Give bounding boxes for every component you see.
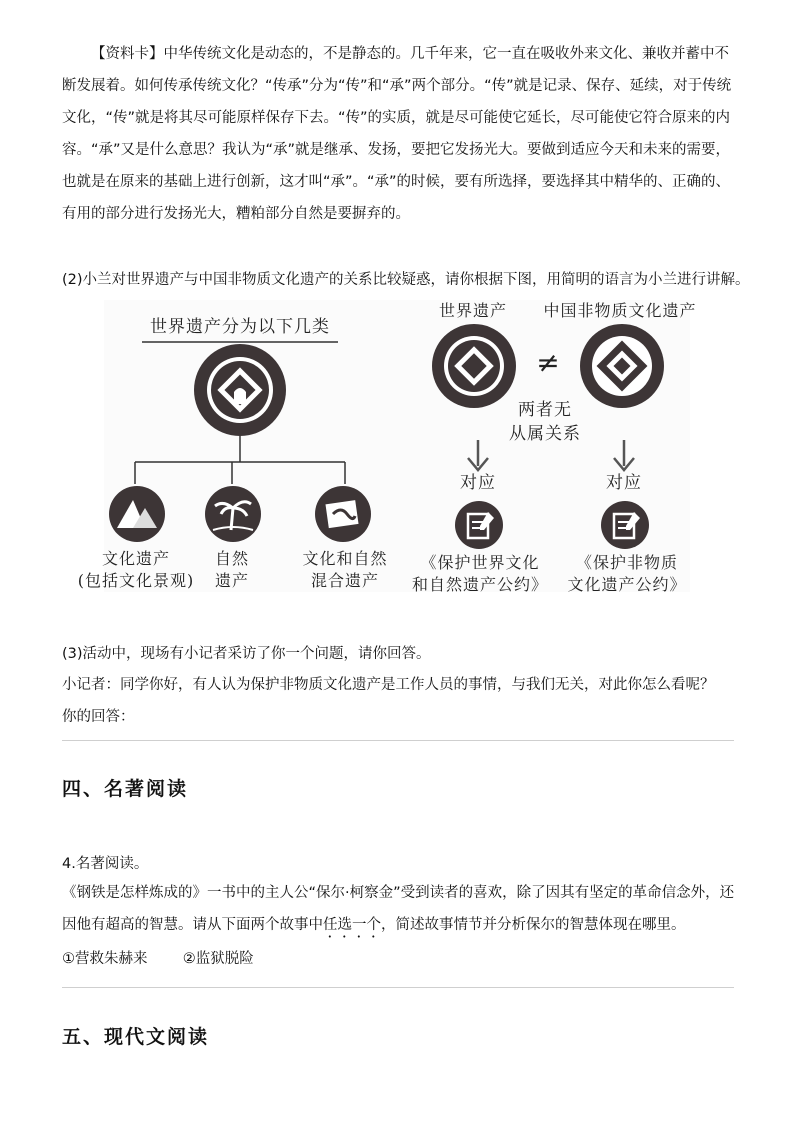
world-heritage-small-emblem-icon	[430, 322, 518, 410]
convention-left-icon	[454, 500, 504, 550]
world-heritage-emblem-icon	[190, 342, 290, 442]
mixed-heritage-icon	[313, 484, 373, 544]
option-1: ①营救朱赫来	[62, 951, 148, 967]
china-ich-emblem-icon	[578, 322, 666, 410]
convention-left-label: 《保护世界文化 和自然遗产公约》	[411, 553, 548, 594]
relation-label: 两者无 从属关系	[509, 400, 581, 444]
question-3-intro: (3)活动中，现场有小记者采访了你一个问题，请你回答。	[62, 646, 431, 662]
answer-line-4[interactable]	[62, 987, 734, 988]
question-3-reporter: 小记者：同学你好，有人认为保护非物质文化遗产是工作人员的事情，与我们无关，对此你怎么看呢？	[62, 677, 715, 693]
emphasis-choose-one: 任选一个	[323, 917, 381, 933]
natural-heritage-icon	[203, 484, 263, 544]
correspond-right: 对应	[606, 473, 642, 493]
option-2: ②监狱脱险	[182, 951, 254, 967]
convention-right-icon	[600, 500, 650, 550]
category-2-label: 自然 遗产	[214, 549, 249, 590]
question-4-label: 4.名著阅读。	[62, 856, 149, 872]
answer-line[interactable]	[62, 740, 734, 741]
question-4-text: 《钢铁是怎样炼成的》一书中的主人公“保尔·柯察金”受到读者的喜欢，除了因其有坚定的革命信念外，还因他有超高的智慧。请从下面两个故事中任选一个，简述故事情节并分析保尔的智慧体现在哪里。	[62, 885, 735, 933]
section-4-heading: 四、名著阅读	[62, 778, 189, 800]
answer-label: 你的回答：	[62, 709, 135, 725]
intro-paragraph: 【资料卡】中华传统文化是动态的，不是静态的。几千年来，它一直在吸收外来文化、兼收并蓄中不断发展着。如何传承传统文化？“传承”分为“传”和“承”两个部分。“传”就是记录、保存、延续，对于传统文化，“传”就是将其尽可能原样保存下去。“传”的实质，就是尽可能使它延长，尽可能使它符合原来的内容。“承”又是什么意思？我认为“承”就是继承、发扬，要把它发扬光大。要做到适应今天和未来的需要，也就是在原来的基础上进行创新，这才叫“承”。“承”的时候，要有所选择，要选择其中精华的、正确的、有用的部分进行发扬光大，糟粕部分自然是要摒弃的。	[62, 46, 732, 222]
question-2-text: (2)小兰对世界遗产与中国非物质文化遗产的关系比较疑惑，请你根据下图，用简明的语言为小兰进行讲解。	[62, 272, 750, 288]
correspond-left: 对应	[460, 473, 496, 493]
cultural-heritage-icon	[107, 484, 167, 544]
category-3-label: 文化和自然 混合遗产	[302, 549, 388, 590]
question-4-options	[62, 947, 254, 968]
label-world-heritage: 世界遗产	[438, 301, 507, 320]
convention-right-label: 《保护非物质 文化遗产公约》	[567, 553, 687, 594]
not-equal-sign: ≠	[536, 346, 560, 379]
label-china-ich: 中国非物质文化遗产	[543, 301, 697, 320]
section-5-heading: 五、现代文阅读	[62, 1026, 210, 1048]
category-1-label: 文化遗产 (包括文化景观)	[77, 549, 195, 590]
figure-left-title: 世界遗产分为以下几类	[150, 317, 330, 337]
